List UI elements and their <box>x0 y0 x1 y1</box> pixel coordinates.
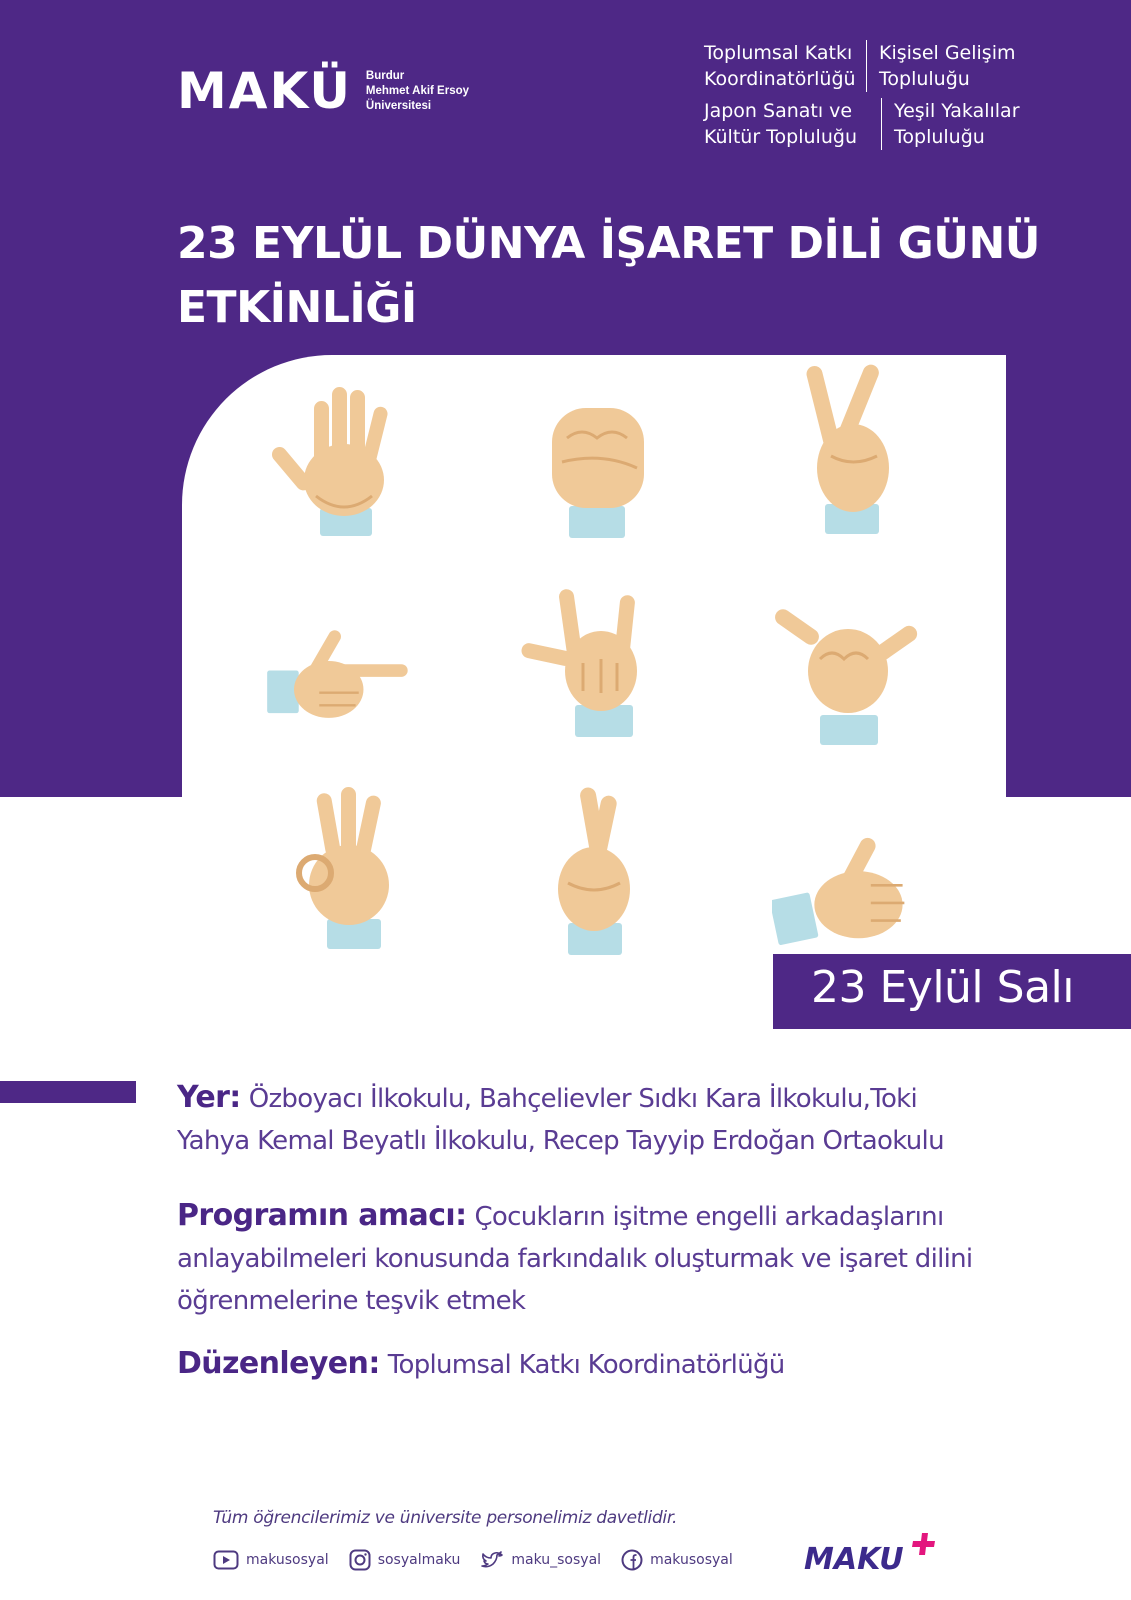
youtube-handle: makusosyal <box>246 1552 329 1568</box>
fist-hand-icon <box>522 378 672 558</box>
instagram-link[interactable] <box>349 1549 461 1571</box>
facebook-icon <box>621 1549 643 1571</box>
logo-university-name: Burdur Mehmet Akif Ersoy Üniversitesi <box>365 69 470 112</box>
logo-wordmark: MAKÜ <box>177 62 352 120</box>
call-me-hand-icon <box>772 595 922 775</box>
sign-language-hands-illustration <box>182 355 1006 1052</box>
invitation-note: Tüm öğrencilerimiz ve üniversite personelimiz davetlidir. <box>213 1508 678 1528</box>
program-purpose <box>177 1195 997 1322</box>
youtube-icon <box>213 1550 239 1570</box>
maku-plus-icon <box>804 1529 944 1575</box>
maku-plus-logo <box>804 1529 944 1579</box>
pointing-hand-icon <box>264 590 414 770</box>
organizer-personal-development: Kişisel Gelişim Topluluğu <box>866 40 1015 92</box>
event-date-banner <box>773 954 1131 1029</box>
ok-sign-hand-icon <box>277 787 427 967</box>
instagram-handle: sosyalmaku <box>377 1552 461 1568</box>
purpose-text: Çocukların işitme engelli arkadaşlarını anlayabilmeleri konusunda farkındalık oluşturmak ve işaret dilini öğrenmelerine teşvik etmek <box>177 1202 973 1316</box>
location-text: Özboyacı İlkokulu, Bahçelievler Sıdkı Kara İlkokulu,Toki Yahya Kemal Beyatlı İlkokulu, Recep Tayyip Erdoğan Ortaokulu <box>177 1084 944 1156</box>
organizer-social-contribution: Toplumsal Katkı Koordinatörlüğü <box>704 42 856 90</box>
facebook-link[interactable] <box>621 1549 733 1571</box>
location-label: Yer: <box>177 1080 241 1115</box>
twitter-link[interactable] <box>480 1550 601 1570</box>
event-organizer <box>177 1343 997 1386</box>
victory-hand-icon <box>775 360 925 540</box>
decorative-accent-bar <box>0 1081 136 1103</box>
footer-logo-word: MAKU <box>804 1542 904 1575</box>
event-title: 23 EYLÜL DÜNYA İŞARET DİLİ GÜNÜ ETKİNLİĞİ <box>177 218 1041 333</box>
university-logo <box>177 62 470 120</box>
crossed-fingers-hand-icon <box>522 787 672 967</box>
organizer-row <box>704 40 1015 92</box>
organizer-green-collars: Yeşil Yakalılar Topluluğu <box>881 98 1020 150</box>
youtube-link[interactable] <box>213 1550 329 1570</box>
organizer-label: Düzenleyen: <box>177 1346 380 1381</box>
organizer-row <box>704 98 1020 150</box>
purpose-label: Programın amacı: <box>177 1198 467 1233</box>
open-palm-hand-icon <box>270 368 420 548</box>
instagram-icon <box>349 1549 371 1571</box>
facebook-handle: makusosyal <box>650 1552 733 1568</box>
event-location <box>177 1077 997 1162</box>
rock-sign-hand-icon <box>517 585 667 765</box>
twitter-icon <box>480 1550 504 1570</box>
event-date: 23 Eylül Salı <box>811 962 1074 1013</box>
organizer-japanese-art: Japon Sanatı ve Kültür Topluluğu <box>704 100 857 148</box>
twitter-handle: maku_sosyal <box>511 1552 602 1568</box>
organizer-text: Toplumsal Katkı Koordinatörlüğü <box>387 1350 785 1380</box>
social-media-links <box>213 1549 753 1571</box>
